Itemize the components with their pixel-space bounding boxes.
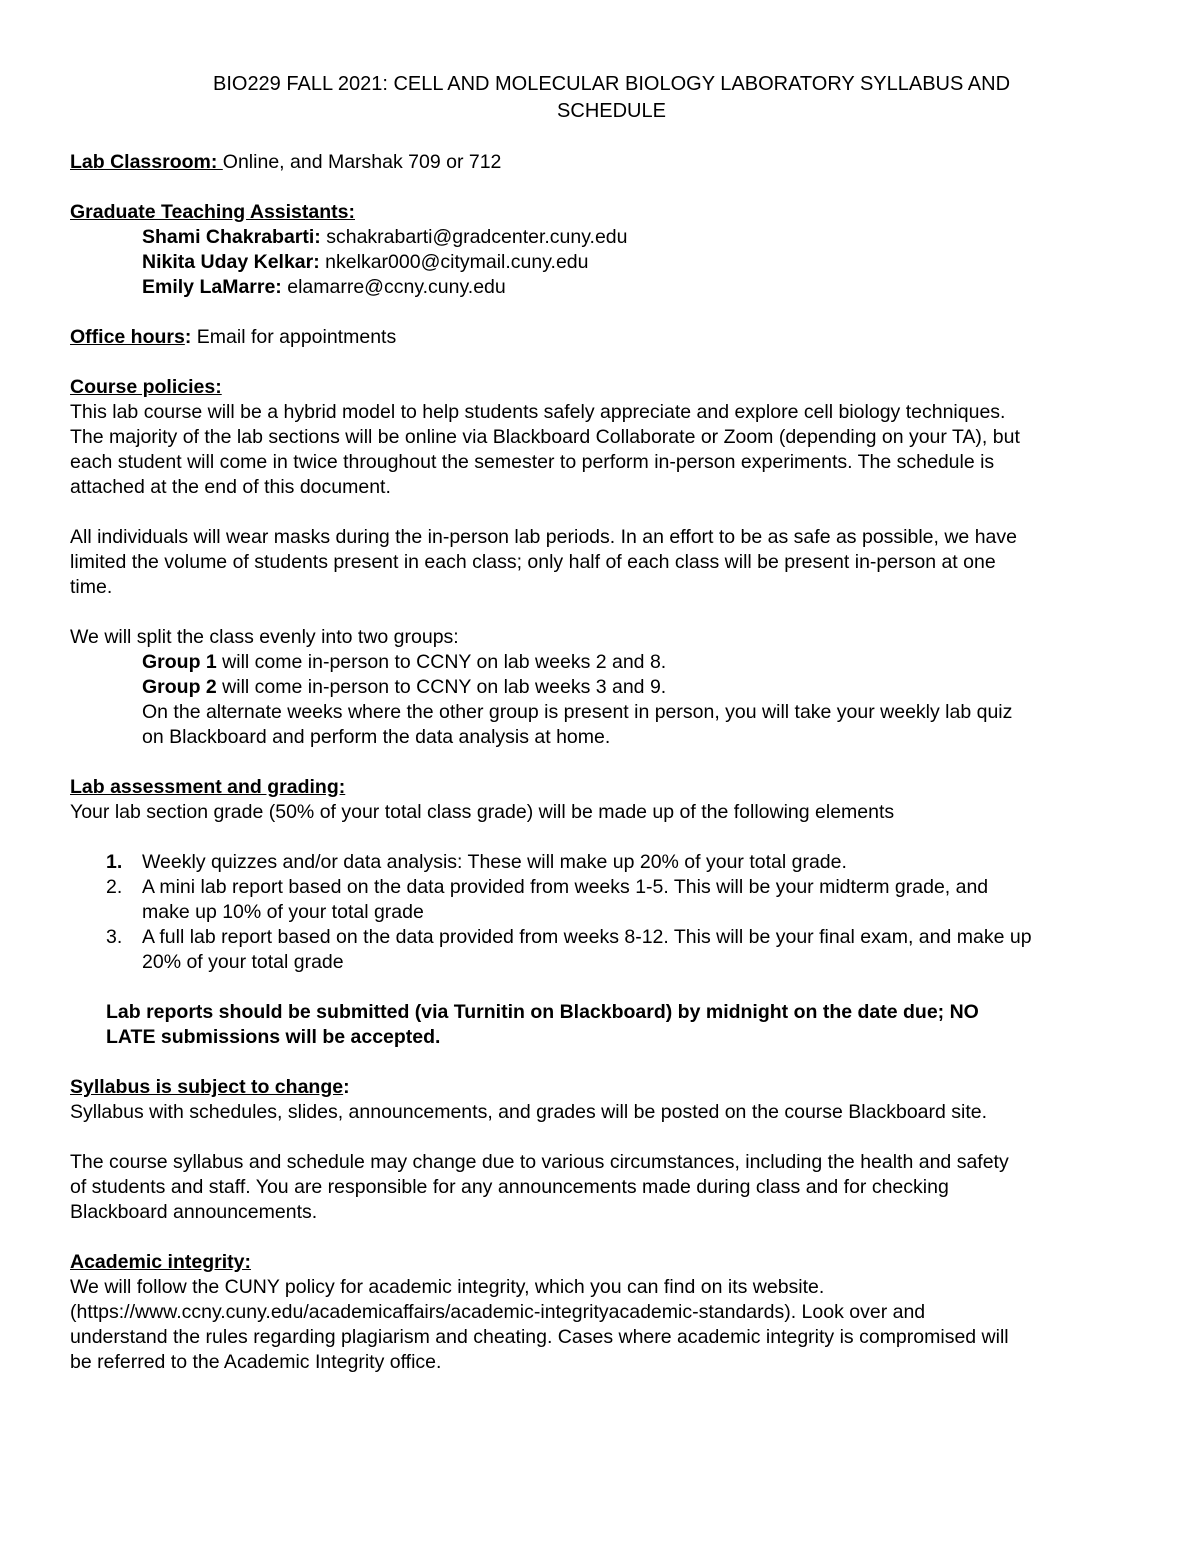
group-text: will come in-person to CCNY on lab weeks 2 and 8. — [216, 651, 667, 673]
office-hours-value: Email for appointments — [191, 326, 397, 348]
office-hours-section — [70, 325, 1135, 350]
policies-section — [70, 375, 1135, 500]
text-line: Lab reports should be submitted (via Turnitin on Blackboard) by midnight on the date due; NO — [106, 1001, 979, 1023]
text-line: attached at the end of this document. — [70, 476, 391, 498]
integrity-paragraph — [70, 1275, 1135, 1375]
change-paragraph-2 — [70, 1150, 1135, 1225]
ta-name: Nikita Uday Kelkar: — [142, 251, 320, 273]
ta-email: nkelkar000@citymail.cuny.edu — [319, 251, 589, 273]
group-entry — [70, 675, 1135, 700]
grading-heading: Lab assessment and grading: — [70, 776, 346, 798]
grading-list-wrapper — [70, 850, 1135, 975]
list-number: 1. — [106, 851, 123, 873]
grading-section — [70, 775, 1135, 825]
groups-section — [70, 625, 1135, 750]
list-item — [70, 925, 1135, 975]
ta-name: Shami Chakrabarti: — [142, 226, 321, 248]
ta-heading: Graduate Teaching Assistants: — [70, 201, 355, 223]
grading-list — [70, 850, 1135, 975]
text-line: be referred to the Academic Integrity office. — [70, 1351, 442, 1373]
office-hours-label: Office hours — [70, 326, 185, 348]
text-line: A full lab report based on the data provided from weeks 8-12. This will be your final exam, and make up — [142, 926, 1032, 948]
ta-name: Emily LaMarre: — [142, 276, 282, 298]
text-line: on Blackboard and perform the data analysis at home. — [142, 726, 611, 748]
title-line-1: BIO229 FALL 2021: CELL AND MOLECULAR BIOLOGY LABORATORY SYLLABUS AND — [212, 73, 1011, 95]
ta-entry — [70, 225, 1135, 250]
classroom-value: Online, and Marshak 709 or 712 — [222, 151, 502, 173]
group-text: will come in-person to CCNY on lab weeks 3 and 9. — [216, 676, 667, 698]
group-name: Group 1 — [142, 651, 217, 673]
text-line: On the alternate weeks where the other group is present in person, you will take your weekly lab quiz — [142, 701, 1013, 723]
office-hours-colon: : — [184, 326, 192, 348]
text-line: The majority of the lab sections will be online via Blackboard Collaborate or Zoom (depending on your TA), but — [70, 426, 1020, 448]
classroom-section — [70, 150, 1135, 175]
text-line: 20% of your total grade — [142, 951, 344, 973]
list-number: 2. — [106, 876, 123, 898]
change-paragraph-1: Syllabus with schedules, slides, announcements, and grades will be posted on the course Blackboard site. — [70, 1101, 988, 1123]
group-name: Group 2 — [142, 676, 217, 698]
ta-email: schakrabarti@gradcenter.cuny.edu — [320, 226, 628, 248]
text-line: understand the rules regarding plagiarism and cheating. Cases where academic integrity is compromised will — [70, 1326, 1009, 1348]
alternate-weeks-note — [70, 700, 1135, 750]
text-line: A mini lab report based on the data provided from weeks 1-5. This will be your midterm grade, and — [142, 876, 989, 898]
text-line: LATE submissions will be accepted. — [106, 1026, 441, 1048]
text-line: We will follow the CUNY policy for academic integrity, which you can find on its website. — [70, 1276, 825, 1298]
change-colon: : — [343, 1076, 350, 1098]
ta-email: elamarre@ccny.cuny.edu — [281, 276, 506, 298]
title-line-2: SCHEDULE — [557, 100, 666, 122]
integrity-section — [70, 1250, 1135, 1375]
text-line: Weekly quizzes and/or data analysis: These will make up 20% of your total grade. — [142, 851, 847, 873]
text-line: make up 10% of your total grade — [142, 901, 424, 923]
ta-section — [70, 200, 1135, 300]
policies-paragraph-2 — [70, 525, 1135, 600]
groups-intro: We will split the class evenly into two groups: — [70, 626, 459, 648]
grading-intro: Your lab section grade (50% of your total class grade) will be made up of the following elements — [70, 801, 895, 823]
list-number: 3. — [106, 926, 123, 948]
text-line: each student will come in twice throughout the semester to perform in-person experiments. The schedule is — [70, 451, 995, 473]
group-entry — [70, 650, 1135, 675]
list-item — [70, 850, 1135, 875]
text-line: All individuals will wear masks during the in-person lab periods. In an effort to be as safe as possible, we have — [70, 526, 1017, 548]
text-line: The course syllabus and schedule may change due to various circumstances, including the health and safety — [70, 1151, 1009, 1173]
text-line: limited the volume of students present in each class; only half of each class will be present in-person at one — [70, 551, 996, 573]
text-line: of students and staff. You are responsible for any announcements made during class and for checking — [70, 1176, 949, 1198]
text-line: Blackboard announcements. — [70, 1201, 318, 1223]
text-line: (https://www.ccny.cuny.edu/academicaffairs/academic-integrityacademic-standards). Look over and — [70, 1301, 926, 1323]
syllabus-page — [70, 71, 1135, 1375]
ta-entry — [70, 275, 1135, 300]
policies-paragraph-1 — [70, 400, 1135, 500]
text-line: time. — [70, 576, 113, 598]
list-item — [70, 875, 1135, 925]
integrity-heading: Academic integrity: — [70, 1251, 251, 1273]
submission-note — [70, 1000, 1135, 1050]
document-title — [70, 71, 1135, 125]
ta-entry — [70, 250, 1135, 275]
change-heading: Syllabus is subject to change — [70, 1076, 344, 1098]
policies-heading: Course policies: — [70, 376, 222, 398]
change-section — [70, 1075, 1135, 1125]
classroom-label: Lab Classroom: — [70, 151, 223, 173]
text-line: This lab course will be a hybrid model to help students safely appreciate and explore cell biology techniques. — [70, 401, 1006, 423]
